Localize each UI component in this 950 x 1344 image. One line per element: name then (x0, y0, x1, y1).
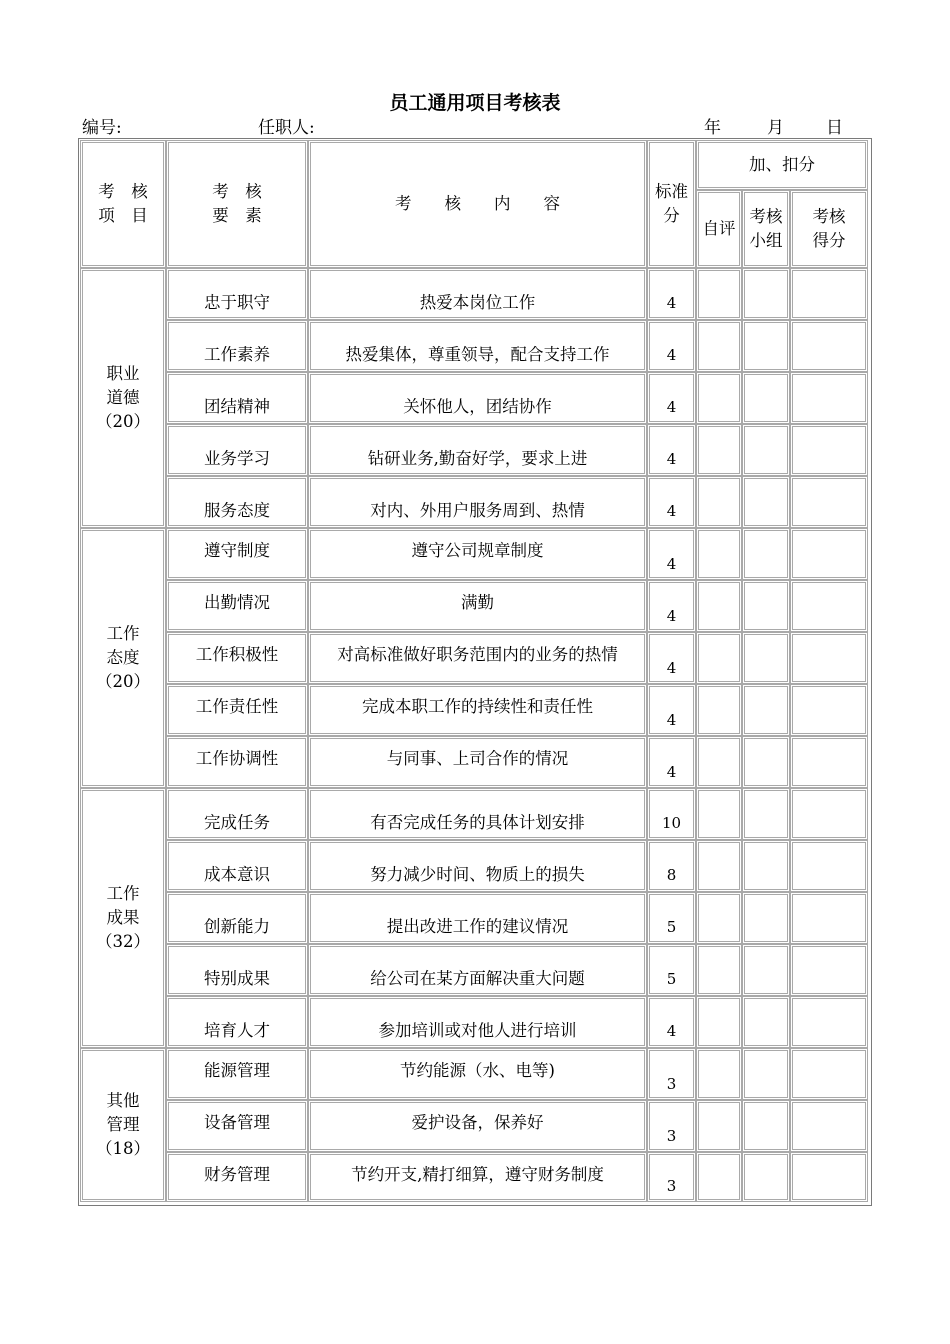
self-score-cell[interactable] (696, 840, 742, 892)
group-label-text: 工作 成果 （32） (96, 884, 150, 951)
row-standard-score (647, 424, 696, 476)
row-content-text: 参加培训或对他人进行培训 (378, 1021, 577, 1040)
final-score-cell[interactable] (790, 840, 868, 892)
number-label: 编号: (82, 118, 122, 138)
final-score-cell[interactable] (790, 1048, 868, 1100)
row-standard-score-text: 4 (666, 711, 677, 729)
row-standard-score-text: 4 (666, 555, 677, 573)
header-item (80, 140, 166, 268)
group-score-cell[interactable] (742, 788, 790, 840)
final-score-cell[interactable] (790, 944, 868, 996)
group-score-cell[interactable] (742, 320, 790, 372)
row-content-text: 满勤 (461, 593, 494, 612)
row-content (308, 944, 647, 996)
row-content (308, 320, 647, 372)
row-standard-score-text: 4 (666, 502, 677, 520)
self-score-cell[interactable] (696, 372, 742, 424)
row-standard-score (647, 528, 696, 580)
row-element-text: 能源管理 (204, 1061, 270, 1080)
final-score-cell[interactable] (790, 632, 868, 684)
group-score-cell[interactable] (742, 528, 790, 580)
row-content-text: 与同事、上司合作的情况 (386, 749, 569, 768)
row-content (308, 424, 647, 476)
self-score-cell[interactable] (696, 632, 742, 684)
group-score-cell[interactable] (742, 476, 790, 528)
group-score-cell[interactable] (742, 1152, 790, 1202)
group-score-cell[interactable] (742, 268, 790, 320)
group-score-cell[interactable] (742, 1048, 790, 1100)
row-element (166, 320, 308, 372)
self-score-cell[interactable] (696, 1100, 742, 1152)
header-adjust (696, 140, 868, 190)
final-score-cell[interactable] (790, 372, 868, 424)
row-standard-score (647, 996, 696, 1048)
row-content-text: 关怀他人，团结协作 (403, 397, 552, 416)
row-standard-score-text: 4 (666, 1022, 677, 1040)
final-score-cell[interactable] (790, 1100, 868, 1152)
final-score-cell[interactable] (790, 996, 868, 1048)
row-content-text: 有否完成任务的具体计划安排 (370, 813, 585, 832)
row-standard-score-text: 4 (666, 450, 677, 468)
row-content-text: 对高标准做好职务范围内的业务的热情 (337, 645, 618, 664)
group-score-cell[interactable] (742, 996, 790, 1048)
header-score-text: 考核 得分 (812, 207, 846, 250)
self-score-cell[interactable] (696, 268, 742, 320)
group-score-cell[interactable] (742, 892, 790, 944)
self-score-cell[interactable] (696, 1048, 742, 1100)
row-element (166, 788, 308, 840)
row-element (166, 424, 308, 476)
group-score-cell[interactable] (742, 632, 790, 684)
row-element-text: 团结精神 (204, 397, 270, 416)
row-standard-score-text: 10 (661, 814, 682, 832)
header-self (696, 190, 742, 268)
row-content (308, 528, 647, 580)
row-standard-score-text: 4 (666, 294, 677, 312)
row-element (166, 372, 308, 424)
row-content (308, 892, 647, 944)
row-content-text: 热爱本岗位工作 (419, 293, 536, 312)
final-score-cell[interactable] (790, 684, 868, 736)
row-content-text: 爱护设备，保养好 (411, 1113, 544, 1132)
row-standard-score (647, 372, 696, 424)
row-standard-score (647, 1048, 696, 1100)
row-standard-score (647, 944, 696, 996)
row-element (166, 1048, 308, 1100)
row-element (166, 476, 308, 528)
final-score-cell[interactable] (790, 788, 868, 840)
row-content-text: 提出改进工作的建议情况 (386, 917, 569, 936)
row-element (166, 996, 308, 1048)
row-content-text: 对内、外用户服务周到、热情 (370, 501, 585, 520)
group-label-text: 职业 道德 （20） (96, 364, 150, 431)
group-score-cell[interactable] (742, 684, 790, 736)
row-standard-score-text: 4 (666, 763, 677, 781)
self-score-cell[interactable] (696, 788, 742, 840)
row-standard-score (647, 892, 696, 944)
group-score-cell[interactable] (742, 580, 790, 632)
row-content-text: 给公司在某方面解决重大问题 (370, 969, 585, 988)
holder-label: 任职人: (258, 118, 315, 138)
row-standard-score-text: 4 (666, 346, 677, 364)
row-content (308, 736, 647, 788)
self-score-cell[interactable] (696, 424, 742, 476)
group-label (80, 788, 166, 1048)
group-label (80, 268, 166, 528)
row-content-text: 遵守公司规章制度 (411, 541, 544, 560)
row-element-text: 财务管理 (204, 1165, 270, 1184)
final-score-cell[interactable] (790, 1152, 868, 1202)
group-score-cell[interactable] (742, 944, 790, 996)
final-score-cell[interactable] (790, 580, 868, 632)
final-score-cell[interactable] (790, 736, 868, 788)
header-content-text: 考 核 内 容 (395, 194, 560, 213)
row-content (308, 684, 647, 736)
row-element-text: 服务态度 (204, 501, 270, 520)
row-element-text: 成本意识 (204, 865, 270, 884)
header-standard-text: 标准 分 (655, 182, 688, 225)
row-element-text: 业务学习 (204, 449, 270, 468)
row-standard-score-text: 3 (666, 1075, 677, 1093)
row-content (308, 580, 647, 632)
self-score-cell[interactable] (696, 736, 742, 788)
row-content (308, 632, 647, 684)
row-standard-score (647, 632, 696, 684)
row-standard-score (647, 476, 696, 528)
row-element-text: 设备管理 (204, 1113, 270, 1132)
row-element (166, 1100, 308, 1152)
header-item-text: 考 核 项 目 (98, 182, 148, 225)
row-element-text: 特别成果 (204, 969, 270, 988)
row-standard-score (647, 684, 696, 736)
row-element-text: 创新能力 (204, 917, 270, 936)
row-element-text: 完成任务 (204, 813, 270, 832)
row-content (308, 476, 647, 528)
row-element (166, 684, 308, 736)
self-score-cell[interactable] (696, 528, 742, 580)
row-element (166, 944, 308, 996)
header-standard (647, 140, 696, 268)
row-content (308, 268, 647, 320)
row-content (308, 1048, 647, 1100)
row-standard-score (647, 580, 696, 632)
row-element-text: 培育人才 (204, 1021, 270, 1040)
row-element-text: 工作责任性 (195, 697, 279, 716)
self-score-cell[interactable] (696, 580, 742, 632)
header-content (308, 140, 647, 268)
row-content-text: 节约能源（水、电等) (400, 1061, 555, 1080)
row-content (308, 840, 647, 892)
row-content (308, 788, 647, 840)
final-score-cell[interactable] (790, 892, 868, 944)
row-content (308, 372, 647, 424)
self-score-cell[interactable] (696, 1152, 742, 1202)
month-label: 月 (767, 118, 784, 138)
row-standard-score-text: 5 (666, 970, 677, 988)
header-adjust-text: 加、扣分 (749, 155, 815, 174)
row-standard-score (647, 736, 696, 788)
row-content (308, 1100, 647, 1152)
row-element-text: 出勤情况 (204, 593, 270, 612)
row-content-text: 节约开支,精打细算，遵守财务制度 (351, 1165, 604, 1184)
header-element-text: 考 核 要 素 (212, 182, 262, 225)
row-element-text: 工作积极性 (195, 645, 279, 664)
row-element (166, 528, 308, 580)
row-standard-score-text: 4 (666, 659, 677, 677)
self-score-cell[interactable] (696, 320, 742, 372)
final-score-cell[interactable] (790, 320, 868, 372)
header-score (790, 190, 868, 268)
row-standard-score-text: 4 (666, 398, 677, 416)
self-score-cell[interactable] (696, 944, 742, 996)
row-standard-score-text: 3 (666, 1177, 677, 1195)
row-element (166, 632, 308, 684)
header-group (742, 190, 790, 268)
group-score-cell[interactable] (742, 1100, 790, 1152)
group-score-cell[interactable] (742, 424, 790, 476)
group-label (80, 1048, 166, 1202)
group-score-cell[interactable] (742, 736, 790, 788)
row-element (166, 1152, 308, 1202)
group-score-cell[interactable] (742, 372, 790, 424)
row-standard-score (647, 840, 696, 892)
row-content-text: 热爱集体，尊重领导，配合支持工作 (345, 345, 610, 364)
group-label-text: 其他 管理 （18） (96, 1091, 150, 1158)
row-standard-score (647, 1152, 696, 1202)
group-score-cell[interactable] (742, 840, 790, 892)
row-element-text: 工作素养 (204, 345, 270, 364)
row-content-text: 钻研业务,勤奋好学，要求上进 (367, 449, 588, 468)
row-element-text: 忠于职守 (204, 293, 270, 312)
row-standard-score-text: 8 (666, 866, 677, 884)
header-element (166, 140, 308, 268)
row-content (308, 1152, 647, 1202)
row-standard-score-text: 3 (666, 1127, 677, 1145)
final-score-cell[interactable] (790, 476, 868, 528)
self-score-cell[interactable] (696, 996, 742, 1048)
row-content-text: 完成本职工作的持续性和责任性 (362, 697, 593, 716)
row-element (166, 892, 308, 944)
page-title: 员工通用项目考核表 (389, 92, 561, 114)
group-label-text: 工作 态度 （20） (96, 624, 150, 691)
row-element (166, 736, 308, 788)
row-element (166, 268, 308, 320)
final-score-cell[interactable] (790, 424, 868, 476)
row-standard-score (647, 320, 696, 372)
day-label: 日 (826, 118, 843, 138)
final-score-cell[interactable] (790, 528, 868, 580)
row-element (166, 580, 308, 632)
row-standard-score-text: 5 (666, 918, 677, 936)
self-score-cell[interactable] (696, 476, 742, 528)
row-element-text: 遵守制度 (204, 541, 270, 560)
row-standard-score-text: 4 (666, 607, 677, 625)
row-standard-score (647, 1100, 696, 1152)
year-label: 年 (704, 118, 721, 138)
row-element (166, 840, 308, 892)
row-content-text: 努力减少时间、物质上的损失 (370, 865, 585, 884)
row-element-text: 工作协调性 (195, 749, 279, 768)
final-score-cell[interactable] (790, 268, 868, 320)
self-score-cell[interactable] (696, 892, 742, 944)
row-standard-score (647, 788, 696, 840)
row-standard-score (647, 268, 696, 320)
header-group-text: 考核 小组 (749, 207, 783, 250)
row-content (308, 996, 647, 1048)
self-score-cell[interactable] (696, 684, 742, 736)
group-label (80, 528, 166, 788)
header-self-text: 自评 (702, 219, 736, 238)
